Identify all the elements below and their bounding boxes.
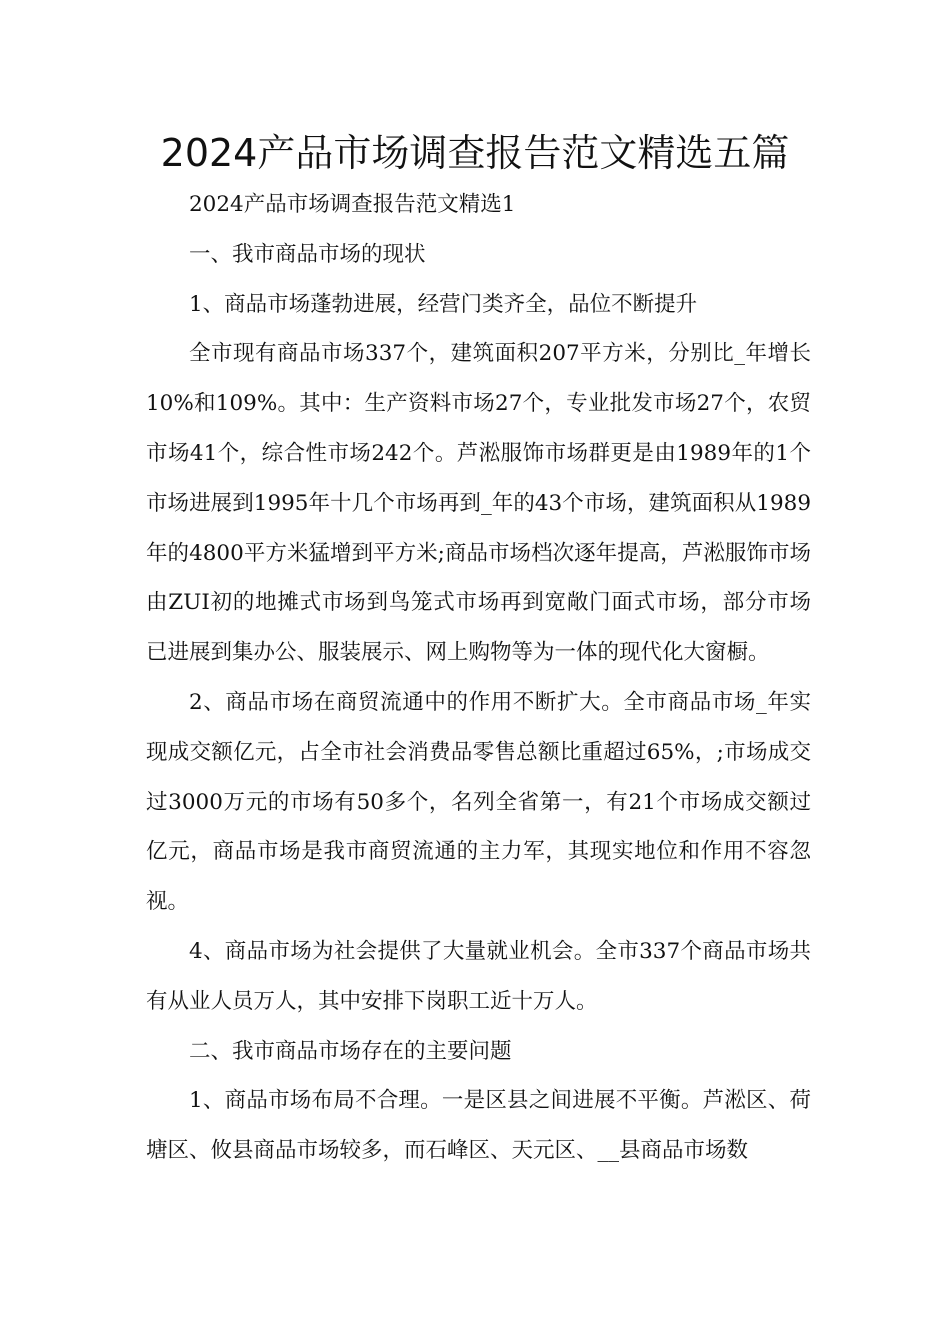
section-heading-main-problems: 二、我市商品市场存在的主要问题 <box>189 1038 512 1064</box>
paragraph-market-role: 2、商品市场在商贸流通中的作用不断扩大。全市商品市场_年实现成交额亿元，占全市社会消费品零售总额比重超过65%，;市场成交过3000万元的市场有50多个，名列全省第一，有21个市场成交额过亿元，商品市场是我市商贸流通的主力军，其现实地位和作用不容忽视。 <box>146 689 811 915</box>
paragraph-market-layout: 1、商品市场布局不合理。一是区县之间进展不平衡。芦淞区、荷塘区、攸县商品市场较多，而石峰区、天元区、__县商品市场数 <box>146 1088 811 1164</box>
document-body <box>146 180 811 1176</box>
subheading-market-development: 1、商品市场蓬勃进展，经营门类齐全，品位不断提升 <box>189 291 698 317</box>
paragraph-market-statistics: 全市现有商品市场337个，建筑面积207平方米，分别比_年增长10%和109%。其中：生产资料市场27个，专业批发市场27个，农贸市场41个，综合性市场242个。芦淞服饰市场群更是由1989年的1个市场进展到1995年十几个市场再到_年的43个市场，建筑面积从1989年的4800平方米猛增到平方米;商品市场档次逐年提高，芦淞服饰市场由ZUI初的地摊式市场到鸟笼式市场再到宽敞门面式市场，部分市场已进展到集办公、服装展示、网上购物等为一体的现代化大窗橱。 <box>146 341 811 666</box>
document-title: 2024产品市场调查报告范文精选五篇 <box>160 131 790 175</box>
section-heading-current-status: 一、我市商品市场的现状 <box>189 241 426 267</box>
paragraph-employment: 4、商品市场为社会提供了大量就业机会。全市337个商品市场共有从业人员万人，其中安排下岗职工近十万人。 <box>146 938 811 1014</box>
section-heading-report-1: 2024产品市场调查报告范文精选1 <box>189 192 516 217</box>
